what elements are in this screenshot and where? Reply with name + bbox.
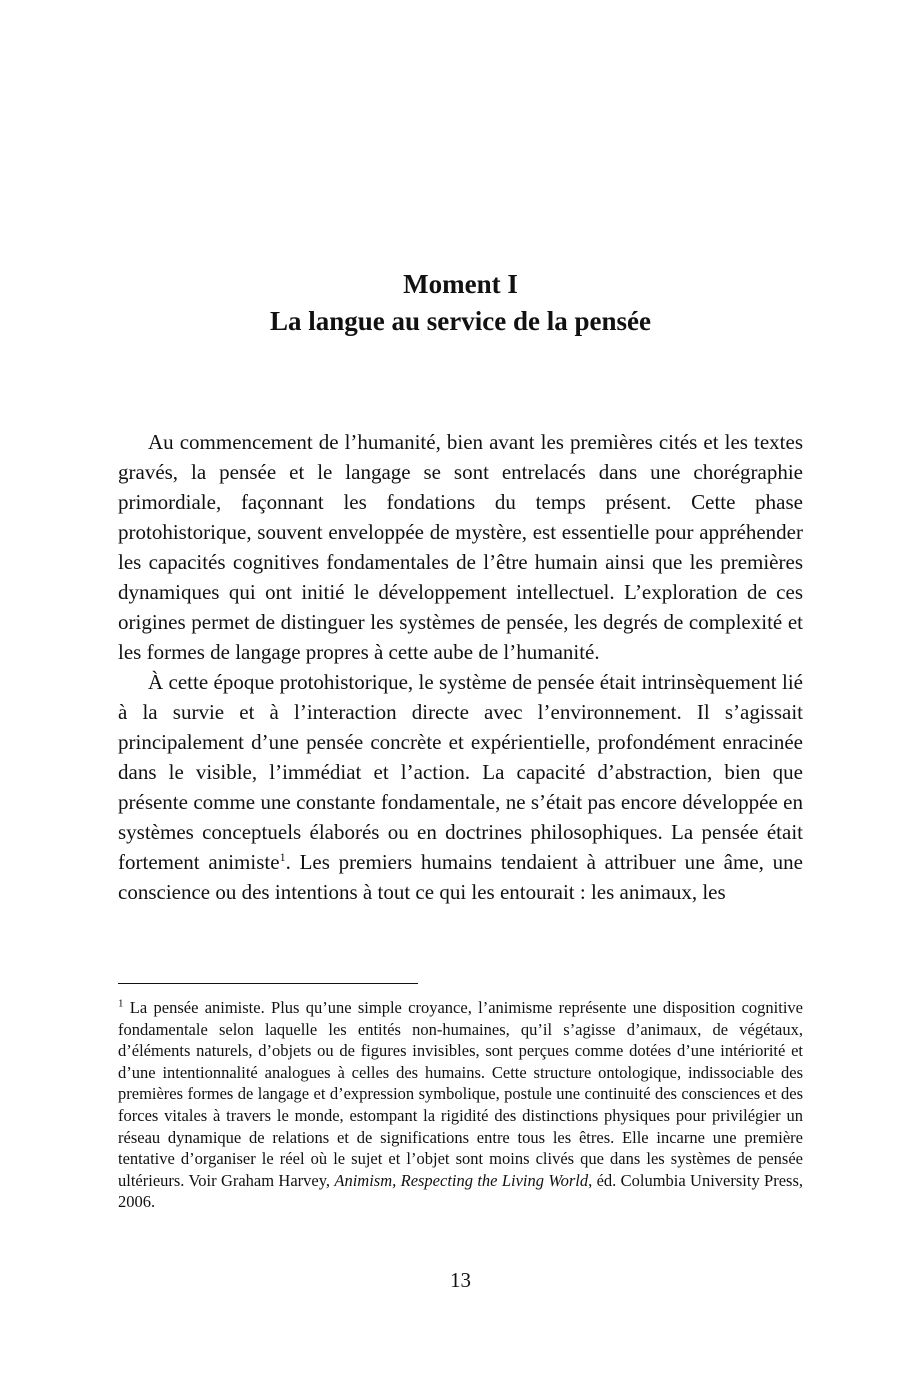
paragraph-2-text: À cette époque protohistorique, le système de pensée était intrinsèquement lié à la survie et à l’interaction directe avec l’environnement. Il s’agissait principalement d’une pensée concrète et expérientielle, profondément enracinée dans le visible, l’immédiat et l’action. La capacité d’abstraction, bien que présente comme une constante fondamentale, ne s’était pas encore développée en systèmes conceptuels élaborés ou en doctrines philosophiques. La pensée était fortement animiste	[118, 670, 803, 874]
footnote	[118, 997, 803, 1213]
cited-book-title: Animism, Respecting the Living World	[334, 1170, 589, 1190]
chapter-title: La langue au service de la pensée	[270, 306, 651, 336]
footnote-text	[118, 997, 803, 1213]
footnote-marker: 1	[118, 997, 124, 1010]
footnote-citation-end: , éd. Columbia University Press, 2006.	[118, 1170, 803, 1212]
paragraph-2	[118, 667, 803, 907]
paragraph-2-continuation: . Les premiers humains tendaient à attribuer une âme, une conscience ou des intentions à tout ce qui les entourait : les animaux, les	[118, 850, 803, 904]
chapter-number: Moment I	[403, 269, 518, 299]
page-number: 13	[450, 1268, 471, 1292]
footnote-body: La pensée animiste. Plus qu’une simple croyance, l’animisme représente une disposition cognitive fondamentale selon laquelle les entités non-humaines, qu’il s’agisse d’animaux, de végétaux, d’éléments naturels, d’objets ou de figures invisibles, sont perçues comme dotées d’une intériorité et d’une intentionnalité analogues à celles des humains. Cette structure ontologique, indissociable des premières formes de langage et d’expression symbolique, postule une continuité des consciences et des forces vitales à travers le monde, estompant la rigidité des distinctions physiques pour privilégier un réseau dynamique de relations et de significations entre tous les êtres. Elle incarne une première tentative d’organiser le réel où le sujet et l’objet sont moins clivés que dans les systèmes de pensée ultérieurs. Voir Graham Harvey,	[118, 998, 803, 1190]
footnote-separator	[118, 983, 418, 984]
footnote-reference[interactable]: 1	[279, 850, 286, 864]
main-text	[118, 427, 803, 907]
paragraph-1: Au commencement de l’humanité, bien avant les premières cités et les textes gravés, la pensée et le langage se sont entrelacés dans une chorégraphie primordiale, façonnant les fondations du temps présent. Cette phase protohistorique, souvent enveloppée de mystère, est essentielle pour appréhender les capacités cognitives fondamentales de l’être humain ainsi que les premières dynamiques qui ont initié le développement intellectuel. L’exploration de ces origines permet de distinguer les systèmes de pensée, les degrés de complexité et les formes de langage propres à cette aube de l’humanité.	[118, 430, 803, 664]
